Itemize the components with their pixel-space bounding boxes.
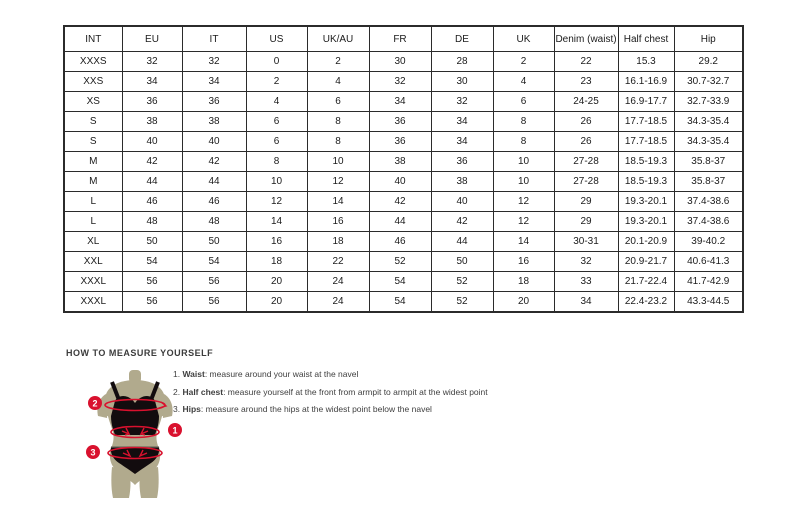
table-cell: 15.3 xyxy=(618,52,674,72)
table-cell: 37.4-38.6 xyxy=(674,192,743,212)
table-cell: L xyxy=(64,212,122,232)
table-header-cell: Half chest xyxy=(618,26,674,52)
table-cell: 32.7-33.9 xyxy=(674,92,743,112)
table-header-row xyxy=(64,26,743,52)
table-cell: 34 xyxy=(182,72,246,92)
table-row xyxy=(64,192,743,212)
table-cell: 14 xyxy=(246,212,307,232)
table-cell: 34.3-35.4 xyxy=(674,132,743,152)
table-cell: 18 xyxy=(493,272,554,292)
table-cell: XXXL xyxy=(64,272,122,292)
table-cell: 40 xyxy=(369,172,431,192)
table-row xyxy=(64,292,743,313)
measure-step-label: Half chest xyxy=(182,386,224,397)
table-cell: XXXS xyxy=(64,52,122,72)
table-cell: 42 xyxy=(431,212,493,232)
table-cell: S xyxy=(64,112,122,132)
table-cell: 4 xyxy=(307,72,369,92)
table-cell: 42 xyxy=(369,192,431,212)
table-header-cell: UK xyxy=(493,26,554,52)
badge-chest-number: 2 xyxy=(92,398,98,409)
table-cell: 6 xyxy=(246,112,307,132)
table-cell: 29 xyxy=(554,212,618,232)
table-cell: 36 xyxy=(122,92,182,112)
table-cell: 38 xyxy=(122,112,182,132)
table-body xyxy=(64,52,743,313)
table-cell: 36 xyxy=(182,92,246,112)
measure-heading: HOW TO MEASURE YOURSELF xyxy=(66,348,214,358)
table-cell: 18 xyxy=(246,252,307,272)
table-cell: 33 xyxy=(554,272,618,292)
table-cell: 42 xyxy=(122,152,182,172)
table-header-cell: Hip xyxy=(674,26,743,52)
table-header-cell: UK/AU xyxy=(307,26,369,52)
table-cell: 16 xyxy=(246,232,307,252)
table-cell: 20.9-21.7 xyxy=(618,252,674,272)
table-cell: 24-25 xyxy=(554,92,618,112)
table-cell: 44 xyxy=(431,232,493,252)
table-cell: 54 xyxy=(122,252,182,272)
table-cell: 4 xyxy=(246,92,307,112)
table-cell: 48 xyxy=(182,212,246,232)
table-cell: 34 xyxy=(554,292,618,313)
table-cell: 12 xyxy=(493,192,554,212)
table-cell: 42 xyxy=(182,152,246,172)
measure-steps xyxy=(173,370,533,423)
table-cell: 32 xyxy=(369,72,431,92)
table-cell: 44 xyxy=(369,212,431,232)
size-table xyxy=(63,25,744,313)
table-row xyxy=(64,232,743,252)
table-cell: M xyxy=(64,172,122,192)
table-cell: 32 xyxy=(554,252,618,272)
table-cell: 50 xyxy=(182,232,246,252)
table-cell: 18.5-19.3 xyxy=(618,172,674,192)
table-cell: 38 xyxy=(431,172,493,192)
table-cell: 16.1-16.9 xyxy=(618,72,674,92)
table-cell: 4 xyxy=(493,72,554,92)
table-cell: 24 xyxy=(307,292,369,313)
table-cell: 30-31 xyxy=(554,232,618,252)
table-cell: 26 xyxy=(554,112,618,132)
table-cell: 52 xyxy=(369,252,431,272)
table-header-cell: US xyxy=(246,26,307,52)
measure-step-label: Waist xyxy=(182,369,205,379)
table-cell: 30.7-32.7 xyxy=(674,72,743,92)
table-cell: 26 xyxy=(554,132,618,152)
table-cell: 28 xyxy=(431,52,493,72)
measure-step: 2. Half chest: measure yourself at the front from armpit to armpit at the widest point xyxy=(173,386,488,397)
table-cell: 46 xyxy=(369,232,431,252)
table-cell: 50 xyxy=(122,232,182,252)
table-cell: 10 xyxy=(493,152,554,172)
table-cell: 20 xyxy=(493,292,554,313)
table-cell: 36 xyxy=(431,152,493,172)
badge-hips-number: 3 xyxy=(90,447,96,458)
table-cell: 27-28 xyxy=(554,152,618,172)
table-cell: 8 xyxy=(493,132,554,152)
table-cell: 8 xyxy=(307,132,369,152)
table-cell: XXXL xyxy=(64,292,122,313)
table-cell: 8 xyxy=(307,112,369,132)
table-cell: 20 xyxy=(246,292,307,313)
table-cell: XXL xyxy=(64,252,122,272)
table-cell: 40 xyxy=(431,192,493,212)
table-row xyxy=(64,272,743,292)
table-cell: 40 xyxy=(122,132,182,152)
table-row xyxy=(64,152,743,172)
table-cell: 50 xyxy=(431,252,493,272)
table-cell: 22 xyxy=(307,252,369,272)
table-row xyxy=(64,252,743,272)
table-row xyxy=(64,92,743,112)
table-cell: 22 xyxy=(554,52,618,72)
table-cell: 10 xyxy=(307,152,369,172)
table-cell: 14 xyxy=(493,232,554,252)
table-cell: 0 xyxy=(246,52,307,72)
table-cell: 2 xyxy=(246,72,307,92)
table-cell: 34 xyxy=(431,132,493,152)
table-cell: 27-28 xyxy=(554,172,618,192)
table-cell: 10 xyxy=(246,172,307,192)
table-cell: 19.3-20.1 xyxy=(618,192,674,212)
table-cell: 32 xyxy=(431,92,493,112)
table-cell: 17.7-18.5 xyxy=(618,112,674,132)
table-cell: 34 xyxy=(122,72,182,92)
table-cell: 19.3-20.1 xyxy=(618,212,674,232)
table-cell: 38 xyxy=(182,112,246,132)
table-cell: 21.7-22.4 xyxy=(618,272,674,292)
table-cell: 18.5-19.3 xyxy=(618,152,674,172)
table-cell: 32 xyxy=(122,52,182,72)
table-cell: 56 xyxy=(122,292,182,313)
table-cell: 46 xyxy=(182,192,246,212)
table-cell: 12 xyxy=(307,172,369,192)
table-row xyxy=(64,52,743,72)
table-cell: 35.8-37 xyxy=(674,152,743,172)
table-cell: 54 xyxy=(369,292,431,313)
table-cell: 54 xyxy=(369,272,431,292)
table-cell: 6 xyxy=(307,92,369,112)
table-cell: 43.3-44.5 xyxy=(674,292,743,313)
table-row xyxy=(64,172,743,192)
table-cell: 35.8-37 xyxy=(674,172,743,192)
table-cell: 56 xyxy=(122,272,182,292)
table-cell: 52 xyxy=(431,292,493,313)
table-row xyxy=(64,132,743,152)
table-cell: 40 xyxy=(182,132,246,152)
table-cell: 36 xyxy=(369,112,431,132)
table-cell: 20.1-20.9 xyxy=(618,232,674,252)
table-cell: 40.6-41.3 xyxy=(674,252,743,272)
table-cell: S xyxy=(64,132,122,152)
table-cell: 37.4-38.6 xyxy=(674,212,743,232)
table-cell: 16 xyxy=(493,252,554,272)
table-cell: 41.7-42.9 xyxy=(674,272,743,292)
table-cell: 44 xyxy=(122,172,182,192)
table-cell: 48 xyxy=(122,212,182,232)
table-cell: 34 xyxy=(431,112,493,132)
table-cell: 56 xyxy=(182,272,246,292)
table-cell: 16.9-17.7 xyxy=(618,92,674,112)
table-cell: L xyxy=(64,192,122,212)
table-header-cell: INT xyxy=(64,26,122,52)
table-cell: 38 xyxy=(369,152,431,172)
table-cell: 29 xyxy=(554,192,618,212)
table-cell: 34.3-35.4 xyxy=(674,112,743,132)
table-cell: 30 xyxy=(431,72,493,92)
table-cell: XXS xyxy=(64,72,122,92)
table-cell: 14 xyxy=(307,192,369,212)
table-cell: 12 xyxy=(493,212,554,232)
table-header-cell: EU xyxy=(122,26,182,52)
measure-step: 1. Waist: measure around your waist at the navel xyxy=(173,369,359,379)
table-cell: 6 xyxy=(493,92,554,112)
table-cell: 18 xyxy=(307,232,369,252)
table-cell: 17.7-18.5 xyxy=(618,132,674,152)
measure-step-label: Hips xyxy=(182,404,201,414)
table-cell: 2 xyxy=(493,52,554,72)
table-cell: 32 xyxy=(182,52,246,72)
table-cell: 52 xyxy=(431,272,493,292)
table-cell: 8 xyxy=(246,152,307,172)
table-header-cell: FR xyxy=(369,26,431,52)
table-header-cell: DE xyxy=(431,26,493,52)
table-cell: 16 xyxy=(307,212,369,232)
table-row xyxy=(64,112,743,132)
table-cell: 23 xyxy=(554,72,618,92)
table-cell: XS xyxy=(64,92,122,112)
table-cell: 46 xyxy=(122,192,182,212)
table-header-cell: Denim (waist) xyxy=(554,26,618,52)
table-cell: 2 xyxy=(307,52,369,72)
table-cell: 39-40.2 xyxy=(674,232,743,252)
table-cell: 44 xyxy=(182,172,246,192)
table-cell: 54 xyxy=(182,252,246,272)
measure-step: 3. Hips: measure around the hips at the widest point below the navel xyxy=(173,404,432,414)
table-cell: 6 xyxy=(246,132,307,152)
table-cell: 10 xyxy=(493,172,554,192)
badge-waist-number: 1 xyxy=(172,425,178,436)
table-cell: 29.2 xyxy=(674,52,743,72)
table-cell: 8 xyxy=(493,112,554,132)
table-cell: 30 xyxy=(369,52,431,72)
table-row xyxy=(64,72,743,92)
table-cell: 12 xyxy=(246,192,307,212)
table-cell: 20 xyxy=(246,272,307,292)
table-cell: 36 xyxy=(369,132,431,152)
table-cell: 56 xyxy=(182,292,246,313)
table-cell: M xyxy=(64,152,122,172)
table-row xyxy=(64,212,743,232)
table-cell: 24 xyxy=(307,272,369,292)
table-header-cell: IT xyxy=(182,26,246,52)
table-cell: 22.4-23.2 xyxy=(618,292,674,313)
table-cell: 34 xyxy=(369,92,431,112)
table-cell: XL xyxy=(64,232,122,252)
